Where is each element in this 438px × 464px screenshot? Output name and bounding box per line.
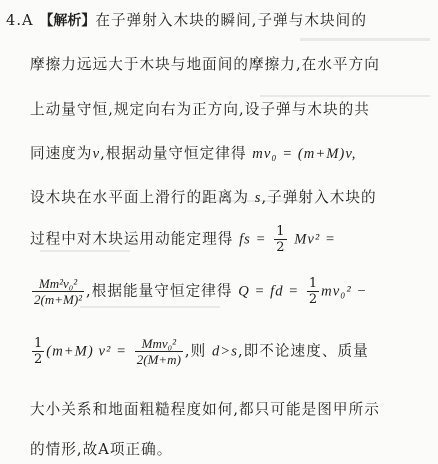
fraction-half-2: $\frac{1}{2}$ (308, 276, 318, 307)
text-l5a: 设木块在水平面上滑行的距离为 (30, 189, 250, 206)
final-kinetic-term: (m+M) v² = (46, 343, 128, 360)
text-l9: 大小关系和地面粗糙程度如何,都只可能是图甲所示 (30, 401, 380, 418)
text-l1: 在子弹射入木块的瞬间,子弹与木块间的 (95, 12, 367, 29)
text-l6: 过程中对木块运用动能定理得 (30, 230, 234, 248)
item-number: 4.A (6, 12, 34, 29)
work-energy-lhs: fs = (239, 231, 267, 248)
line-10 (30, 438, 438, 459)
distance-symbol: s (254, 190, 262, 206)
fraction-heat: $\frac{\text{Mmv₀²}}{2(M+m)}$ (136, 336, 181, 367)
initial-kinetic-term: mv₀² − (321, 283, 368, 300)
line-3 (30, 98, 438, 119)
line-6 (30, 224, 438, 255)
text-l7: ,根据能量守恒定律得 (86, 282, 233, 300)
kinetic-energy-term: Mv² = (294, 231, 336, 248)
text-l4a: 同速度为 (30, 145, 93, 162)
line-1 (6, 9, 438, 30)
line-4 (30, 142, 438, 163)
line-9 (30, 398, 438, 419)
text-l3: 上动量守恒,规定向右为正方向,设子弹与木块的共 (30, 101, 370, 118)
momentum-equation: mv₀ = (m+M)v, (252, 146, 357, 162)
text-l2: 摩擦力远远大于木块与地面间的摩擦力,在水平方向 (30, 56, 380, 73)
inequality: d>s (211, 343, 238, 360)
line-2 (30, 53, 438, 74)
line-8 (30, 336, 438, 367)
fraction-kinetic: $\frac{\text{Mm²v₀²}}{\text{2(m+M)²}}$ (34, 276, 83, 307)
text-l8b: ,即不论速度、质量 (237, 342, 369, 360)
velocity-symbol: v (92, 146, 101, 162)
line-7 (30, 276, 438, 307)
text-l8a: ,则 (184, 342, 207, 360)
analysis-tag: 【解析】 (39, 13, 96, 29)
line-5 (30, 186, 438, 207)
text-l10: 的情形,故A项正确。 (30, 441, 173, 458)
text-l5b: ,子弹射入木块的 (261, 189, 377, 206)
text-l4b: ,根据动量守恒定律得 (100, 145, 247, 162)
fraction-half-3: $\frac{1}{2}$ (34, 336, 43, 367)
energy-equation: Q = fd = (238, 283, 300, 300)
fraction-half-1: $\frac{1}{2}$ (276, 224, 285, 255)
